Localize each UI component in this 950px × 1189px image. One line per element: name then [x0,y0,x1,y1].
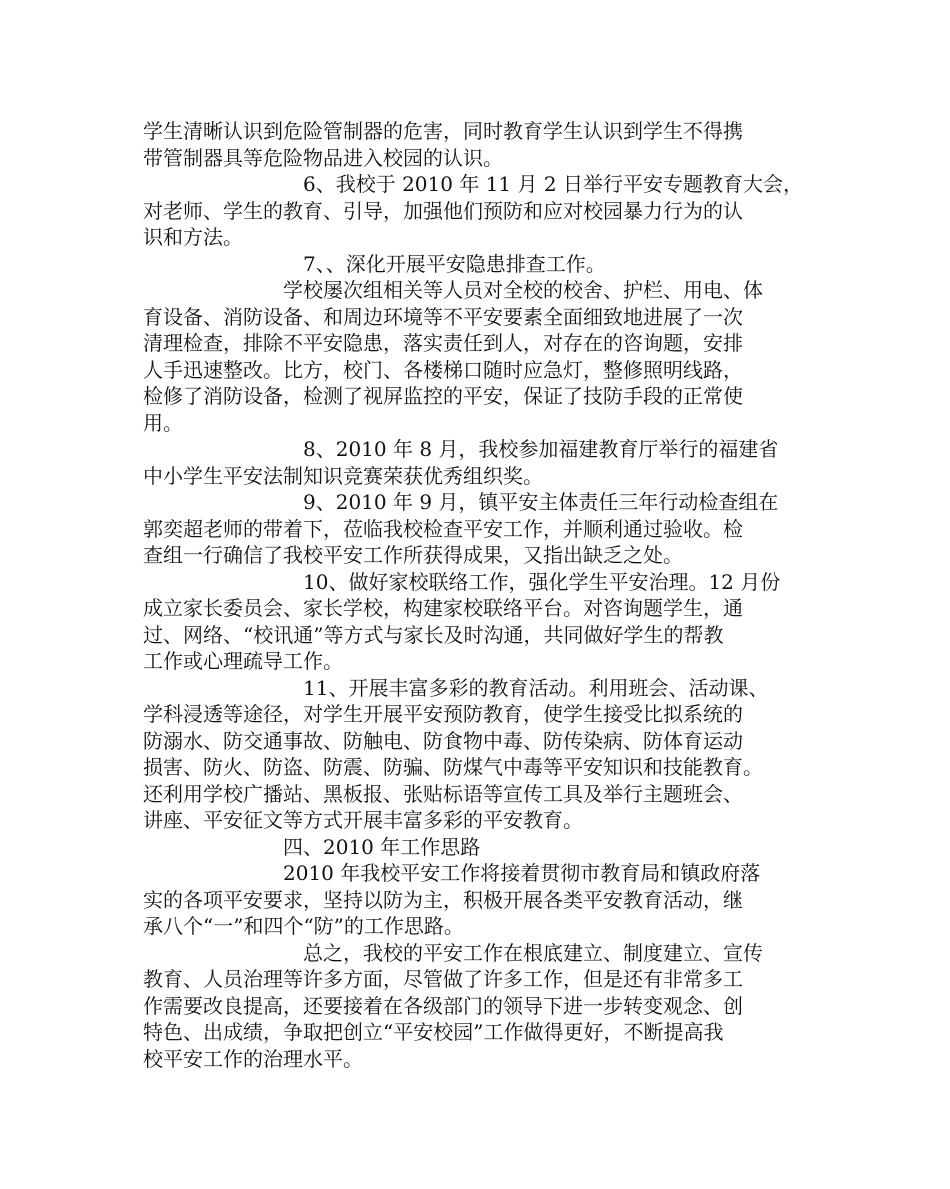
text-line: 带管制器具等危险物品进入校园的认识。 [143,145,503,170]
text-line: 清理检查，排除不平安隐患，落实责任到人，对存在的咨询题，安排 [143,331,743,355]
paragraph-7 [143,569,933,675]
text-line: 损害、防火、防盗、防震、防骗、防煤气中毒等平安知识和技能教育。 [143,755,763,779]
text-line: 中小学生平安法制知识竞赛荣获优秀组织奖。 [143,463,543,488]
paragraph-3 [143,251,933,278]
paragraph-5 [143,436,933,489]
text-line: 2010 年我校平安工作将接着贯彻市教育局和镇政府落 [283,861,761,885]
text-line: 学生清晰认识到危险管制器的危害，同时教育学生认识到学生不得携 [143,119,743,143]
text-line: 校平安工作的治理水平。 [143,1046,363,1071]
paragraph-2 [143,171,933,251]
paragraph-1 [143,118,933,171]
text-line: 总之，我校的平安工作在根底建立、制度建立、宣传 [303,940,763,965]
text-line: 四、2010 年工作思路 [283,834,481,859]
text-line: 对老师、学生的教育、引导，加强他们预防和应对校园暴力行为的认 [143,198,743,223]
text-line: 特色、出成绩，争取把创立“平安校园”工作做得更好，不断提高我 [143,1020,724,1044]
text-line: 学校屡次组相关等人员对全校的校舍、护栏、用电、体 [283,278,763,302]
text-line: 7、、深化开展平安隐患排查工作。 [303,251,606,276]
paragraph-4 [143,277,933,436]
text-line: 用。 [143,410,183,435]
text-line: 9、2010 年 9 月，镇平安主体责任三年行动检查组在 [303,490,779,514]
document-page [143,118,933,1072]
text-line: 8、2010 年 8 月，我校参加福建教育厅举行的福建省 [303,437,779,461]
section-heading [143,834,933,861]
text-line: 工作或心理疏导工作。 [143,649,343,673]
text-line: 成立家长委员会、家长学校，构建家校联络平台。对咨询题学生，通 [143,596,743,620]
text-line: 育设备、消防设备、和周边环境等不平安要素全面细致地进展了一次 [143,304,743,329]
text-line: 教育、人员治理等许多方面，尽管做了许多工作，但是还有非常多工 [143,967,743,991]
text-line: 10、做好家校联络工作，强化学生平安治理。12 月份 [303,569,781,594]
text-line: 防溺水、防交通事故、防触电、防食物中毒、防传染病、防体育运动 [143,728,743,753]
text-line: 查组一行确信了我校平安工作所获得成果，又指出缺乏之处。 [143,543,683,567]
text-line: 实的各项平安要求，坚持以防为主，积极开展各类平安教育活动，继 [143,887,743,912]
text-line: 承八个“一”和四个“防”的工作思路。 [143,914,464,938]
paragraph-11 [143,940,933,1073]
text-line: 检修了消防设备，检测了视屏监控的平安，保证了技防手段的正常使 [143,384,743,408]
text-line: 讲座、平安征文等方式开展丰富多彩的平安教育。 [143,808,583,832]
text-line: 11、开展丰富多彩的教育活动。利用班会、活动课、 [303,675,769,700]
paragraph-10 [143,860,933,940]
text-line: 6、我校于 2010 年 11 月 2 日举行平安专题教育大会， [303,172,803,196]
text-line: 过、网络、“校讯通”等方式与家长及时沟通，共同做好学生的帮教 [143,622,724,647]
text-line: 郭奕超老师的带着下，莅临我校检查平安工作，并顺利通过验收。检 [143,516,743,541]
text-line: 人手迅速整改。比方，校门、各楼梯口随时应急灯，整修照明线路， [143,357,743,382]
text-line: 还利用学校广播站、黑板报、张贴标语等宣传工具及举行主题班会、 [143,781,743,806]
paragraph-6 [143,489,933,569]
text-line: 作需要改良提高，还要接着在各级部门的领导下进一步转变观念、创 [143,993,743,1018]
text-line: 学科浸透等途径，对学生开展平安预防教育，使学生接受比拟系统的 [143,702,743,726]
text-line: 识和方法。 [143,225,243,249]
paragraph-8 [143,675,933,834]
